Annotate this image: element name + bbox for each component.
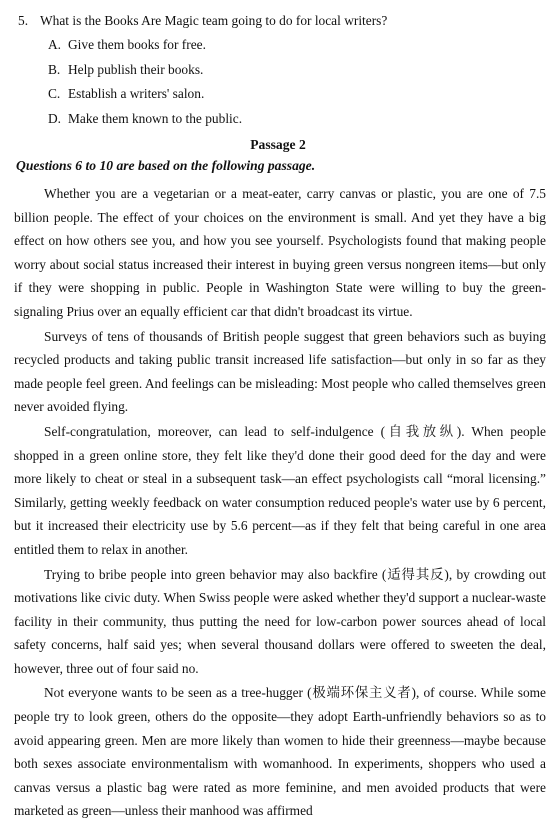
paragraph: Not everyone wants to be seen as a tree-hugger (极端环保主义者), of course. While some people try to look green, others do the opposite—they adopt Earth-unfriendly behaviors so as to avoid appearing green. Men are more likely than women to hide their greenness—maybe because both sexes associate environmentalism with womanhood. In experiments, shoppers who used a canvas versus a plastic bag were rated as more feminine, and men avoided products that were marketed as green—unless their manhood was affirmed [14,685,546,819]
option-letter: D. [48,110,62,126]
option-letter: A. [48,37,62,52]
option-text: Give them books for free. [68,37,206,52]
passage-body [14,182,546,823]
option-letter: C. [48,86,61,101]
paragraph: Whether you are a vegetarian or a meat-eater, carry canvas or plastic, you are one of 7.5 billion people. The effect of your choices on the environment is small. And yet they have a big effect on how others see you, and how you see yourself. Psychologists found that making people worry about social status increased their interest in buying green versus nongreen items—but only if they were shopping in public. People in Washington State were willing to buy the green-signaling Prius over an equally efficient car that didn't broadcast its virtue. [14,186,546,319]
question-text: What is the Books Are Magic team going to do for local writers? [40,13,388,28]
question-5 [18,9,548,131]
option-d [18,107,548,132]
option-c [18,82,548,107]
question-stem [18,9,548,33]
question-number: 5. [18,13,29,28]
option-text: Establish a writers' salon. [68,86,205,101]
paragraph: Trying to bribe people into green behavior may also backfire (适得其反), by crowding out motivations like civic duty. When Swiss people were asked whether they'd support a nuclear-waste facility in their community, thus putting the need for low-carbon power sources ahead of local safety concerns, half said yes; when several thousand dollars were offered to sweeten the deal, however, three out of four said no. [14,566,546,676]
passage-title: Passage 2 [250,137,306,152]
option-a [18,33,548,58]
passage-instruction: Questions 6 to 10 are based on the following passage. [16,158,316,173]
option-text: Help publish their books. [68,61,204,77]
option-b [18,58,548,83]
paragraph: Self-congratulation, moreover, can lead to self-indulgence (自我放纵). When people shopped in a green online store, they felt like they'd done their good deed for the day and were more likely to cheat or steal in a subsequent task—an effect psychologists call “moral licensing.” Similarly, getting weekly feedback on water consumption reduced people's water use by 6 percent, but it increased their electricity use by 5.6 percent—as if they felt that being careful in one area entitled them to relax in another. [14,423,546,557]
option-letter: B. [48,61,61,77]
option-text: Make them known to the public. [68,110,243,126]
paragraph: Surveys of tens of thousands of British people suggest that green behaviors such as buying recycled products and taking public transit increased life satisfaction—but only in so far as they made people feel green. And feelings can be misleading: Most people who called themselves green never avoided flying. [14,328,546,415]
